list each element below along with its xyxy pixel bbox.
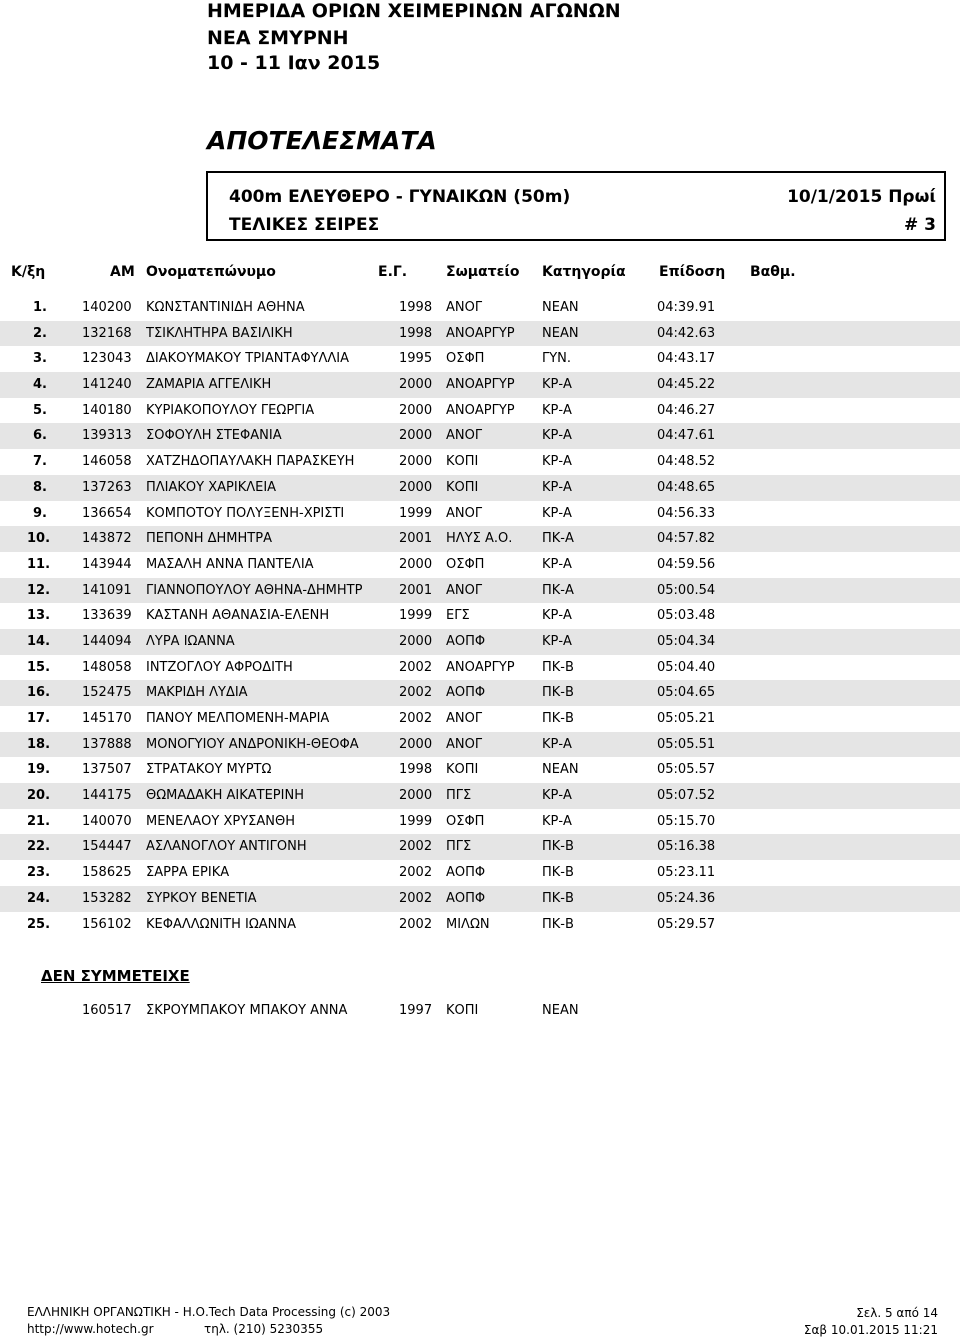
footer-url: http://www.hotech.gr [27,1322,154,1336]
year-cell: 2000 [399,633,433,649]
table-row [0,860,960,886]
name-cell: ΠΕΠΟΝΗ ΔΗΜΗΤΡΑ [146,531,272,547]
time-cell: 04:46.27 [657,402,716,418]
name-cell: ΜΑΣΑΛΗ ΑΝΝΑ ΠΑΝΤΕΛΙΑ [146,556,314,572]
year-cell: 2000 [399,556,433,572]
time-cell: 05:16.38 [657,839,716,855]
table-row [0,552,960,578]
header-time: Επίδοση [659,264,726,280]
dns-title: ΔΕΝ ΣΥΜΜΕΤΕΙΧΕ [41,967,190,985]
am-cell: 148058 [82,659,132,675]
time-cell: 05:07.52 [657,788,716,804]
header-am: ΑΜ [110,264,135,280]
header-name: Ονοματεπώνυμο [146,264,276,280]
year-cell: 2000 [399,377,433,393]
name-cell: ΤΣΙΚΛΗΤΗΡΑ ΒΑΣΙΛΙΚΗ [146,325,293,341]
category-cell: ΚΡ-Α [542,402,572,418]
time-cell: 04:47.61 [657,428,716,444]
time-cell: 05:23.11 [657,865,716,881]
club-cell: ΑΝΟΓ [446,300,483,315]
name-cell: ΣΑΡΡΑ ΕΡΙΚΑ [146,865,230,881]
table-row [0,295,960,321]
name-cell: ΠΑΝΟΥ ΜΕΛΠΟΜΕΝΗ-ΜΑΡΙΑ [146,711,330,726]
time-cell: 04:56.33 [657,505,716,521]
category-cell: ΚΡ-Α [542,556,572,572]
time-cell: 04:48.65 [657,479,716,495]
am-cell: 123043 [82,351,132,367]
time-cell: 05:00.54 [657,582,716,598]
name-cell: ΔΙΑΚΟΥΜΑΚΟΥ ΤΡΙΑΝΤΑΦΥΛΛΙΑ [146,351,350,367]
am-cell: 143944 [82,556,132,572]
table-row [0,680,960,706]
table-row [0,449,960,475]
dns-name: ΣΚΡΟΥΜΠΑΚΟΥ ΜΠΑΚΟΥ ΑΝΝΑ [146,1003,348,1018]
am-cell: 158625 [82,865,132,881]
rank-cell: 20. [27,788,51,804]
footer-timestamp: Σαβ 10.01.2015 11:21 [803,1323,938,1337]
year-cell: 2000 [399,454,433,470]
rank-cell: 16. [27,685,51,701]
year-cell: 2000 [399,479,433,495]
name-cell: ΚΕΦΑΛΛΩΝΙΤΗ ΙΩΑΝΝΑ [146,916,296,932]
category-cell: ΚΡ-Α [542,454,572,470]
rank-cell: 14. [27,633,51,649]
time-cell: 04:39.91 [657,300,716,315]
meet-dates: 10 - 11 Ιαν 2015 [207,52,381,74]
am-cell: 137263 [82,479,132,495]
year-cell: 2002 [399,659,433,675]
rank-cell: 21. [27,813,51,829]
time-cell: 04:43.17 [657,351,716,367]
category-cell: ΚΡ-Α [542,813,572,829]
time-cell: 05:04.34 [657,633,716,649]
club-cell: ΟΣΦΠ [446,556,485,572]
results-table [0,295,960,937]
table-row [0,578,960,604]
year-cell: 2002 [399,839,433,855]
year-cell: 2001 [399,531,433,547]
rank-cell: 6. [33,428,47,444]
table-row [0,834,960,860]
rank-cell: 1. [33,300,47,315]
table-row [0,732,960,758]
table-row [0,398,960,424]
category-cell: ΚΡ-Α [542,505,572,521]
table-row [0,423,960,449]
rank-cell: 19. [27,762,51,778]
am-cell: 156102 [82,916,132,932]
dns-club: ΚΟΠΙ [446,1003,479,1018]
category-cell: ΝΕΑΝ [542,325,579,341]
category-cell: ΚΡ-Α [542,428,572,444]
year-cell: 1999 [399,505,433,521]
name-cell: ΚΩΝΣΤΑΝΤΙΝΙΔΗ ΑΘΗΝΑ [146,300,305,315]
club-cell: ΑΟΠΦ [446,633,486,649]
footer-page: Σελ. 5 από 14 [856,1306,938,1320]
category-cell: ΠΚ-Β [542,685,574,701]
am-cell: 145170 [82,711,132,726]
club-cell: ΑΟΠΦ [446,865,486,881]
rank-cell: 4. [33,377,47,393]
header-category: Κατηγορία [542,264,626,280]
am-cell: 136654 [82,505,132,521]
category-cell: ΠΚ-Β [542,659,574,675]
club-cell: ΟΣΦΠ [446,813,485,829]
am-cell: 144094 [82,633,132,649]
club-cell: ΑΝΟΑΡΓΥΡ [446,377,515,393]
header-points: Βαθμ. [750,264,796,280]
rank-cell: 12. [27,582,51,598]
time-cell: 05:29.57 [657,916,716,932]
rank-cell: 15. [27,659,51,675]
time-cell: 04:48.52 [657,454,716,470]
dns-am: 160517 [82,1003,132,1018]
year-cell: 2000 [399,736,433,752]
am-cell: 140070 [82,813,132,829]
time-cell: 05:05.57 [657,762,716,778]
club-cell: ΑΝΟΑΡΓΥΡ [446,659,515,675]
am-cell: 141240 [82,377,132,393]
am-cell: 133639 [82,608,132,624]
club-cell: ΠΓΣ [446,788,472,804]
rank-cell: 22. [27,839,51,855]
club-cell: ΚΟΠΙ [446,479,479,495]
year-cell: 2002 [399,711,433,726]
name-cell: ΜΕΝΕΛΑΟΥ ΧΡΥΣΑΝΘΗ [146,813,295,829]
club-cell: ΗΛΥΣ Α.Ο. [446,531,513,547]
meet-name: ΗΜΕΡΙΔΑ ΟΡΙΩΝ ΧΕΙΜΕΡΙΝΩΝ ΑΓΩΝΩΝ [207,0,621,22]
year-cell: 1998 [399,300,433,315]
am-cell: 140180 [82,402,132,418]
rank-cell: 5. [33,402,47,418]
footer-org: ΕΛΛΗΝΙΚΗ ΟΡΓΑΝΩΤΙΚΗ - Η.Ο.Tech Data Processing (c) 2003 [27,1305,391,1319]
category-cell: ΠΚ-Β [542,890,574,906]
name-cell: ΣΤΡΑΤΑΚΟΥ ΜΥΡΤΩ [146,762,272,778]
rank-cell: 10. [27,531,51,547]
time-cell: 05:05.21 [657,711,716,726]
category-cell: ΚΡ-Α [542,377,572,393]
name-cell: ΠΛΙΑΚΟΥ ΧΑΡΙΚΛΕΙΑ [146,479,277,495]
time-cell: 05:05.51 [657,736,716,752]
category-cell: ΠΚ-Β [542,711,574,726]
table-row [0,783,960,809]
event-date: 10/1/2015 Πρωί [787,187,936,207]
year-cell: 2000 [399,788,433,804]
club-cell: ΑΟΠΦ [446,685,486,701]
header-rank: Κ/ξη [11,264,46,280]
table-row [0,629,960,655]
am-cell: 140200 [82,300,132,315]
meet-venue: ΝΕΑ ΣΜΥΡΝΗ [207,27,349,49]
year-cell: 2002 [399,865,433,881]
time-cell: 05:04.40 [657,659,716,675]
category-cell: ΚΡ-Α [542,608,572,624]
table-row [0,321,960,347]
rank-cell: 7. [33,454,47,470]
year-cell: 1998 [399,325,433,341]
dns-year: 1997 [399,1003,433,1018]
category-cell: ΓΥΝ. [542,351,572,367]
category-cell: ΝΕΑΝ [542,300,579,315]
club-cell: ΚΟΠΙ [446,762,479,778]
am-cell: 137888 [82,736,132,752]
category-cell: ΠΚ-Β [542,839,574,855]
time-cell: 04:57.82 [657,531,716,547]
results-title: ΑΠΟΤΕΛΕΣΜΑΤΑ [207,126,437,155]
am-cell: 154447 [82,839,132,855]
club-cell: ΚΟΠΙ [446,454,479,470]
category-cell: ΚΡ-Α [542,479,572,495]
am-cell: 141091 [82,582,132,598]
am-cell: 143872 [82,531,132,547]
club-cell: ΑΝΟΓ [446,505,483,521]
table-row [0,475,960,501]
rank-cell: 18. [27,736,51,752]
rank-cell: 3. [33,351,47,367]
time-cell: 05:03.48 [657,608,716,624]
time-cell: 04:45.22 [657,377,716,393]
event-name: 400m ΕΛΕΥΘΕΡΟ - ΓΥΝΑΙΚΩΝ (50m) [229,187,571,207]
name-cell: ΚΥΡΙΑΚΟΠΟΥΛΟΥ ΓΕΩΡΓΙΑ [146,402,315,418]
name-cell: ΑΣΛΑΝΟΓΛΟΥ ΑΝΤΙΓΟΝΗ [146,839,307,855]
table-row [0,372,960,398]
header-year: Ε.Γ. [378,264,408,280]
am-cell: 144175 [82,788,132,804]
name-cell: ΜΟΝΟΓΥΙΟΥ ΑΝΔΡΟΝΙΚΗ-ΘΕΟΦΑ [146,736,359,752]
category-cell: ΚΡ-Α [542,633,572,649]
am-cell: 139313 [82,428,132,444]
table-row [0,706,960,732]
table-row [0,912,960,938]
rank-cell: 11. [27,556,51,572]
club-cell: ΜΙΛΩΝ [446,916,490,932]
time-cell: 05:15.70 [657,813,716,829]
category-cell: ΠΚ-Α [542,582,574,598]
name-cell: ΚΟΜΠΟΤΟΥ ΠΟΛΥΞΕΝΗ-ΧΡΙΣΤΙ [146,505,345,521]
category-cell: ΠΚ-Β [542,865,574,881]
year-cell: 1995 [399,351,433,367]
time-cell: 05:24.36 [657,890,716,906]
dns-category: ΝΕΑΝ [542,1003,579,1018]
rank-cell: 13. [27,608,51,624]
event-box [206,171,946,241]
club-cell: ΑΝΟΑΡΓΥΡ [446,402,515,418]
am-cell: 153282 [82,890,132,906]
table-row [0,809,960,835]
name-cell: ΘΩΜΑΔΑΚΗ ΑΙΚΑΤΕΡΙΝΗ [146,788,304,804]
year-cell: 2001 [399,582,433,598]
time-cell: 04:42.63 [657,325,716,341]
header-club: Σωματείο [446,264,520,280]
rank-cell: 23. [27,865,51,881]
rank-cell: 9. [33,505,47,521]
event-heat: # 3 [904,215,936,235]
name-cell: ΓΙΑΝΝΟΠΟΥΛΟΥ ΑΘΗΝΑ-ΔΗΜΗΤΡ [146,582,363,598]
name-cell: ΙΝΤΖΟΓΛΟΥ ΑΦΡΟΔΙΤΗ [146,659,293,675]
year-cell: 2000 [399,428,433,444]
am-cell: 152475 [82,685,132,701]
year-cell: 2002 [399,916,433,932]
table-row [0,501,960,527]
table-row [0,655,960,681]
category-cell: ΝΕΑΝ [542,762,579,778]
rank-cell: 2. [33,325,47,341]
club-cell: ΑΝΟΓ [446,711,483,726]
club-cell: ΑΝΟΓ [446,582,483,598]
rank-cell: 24. [27,890,51,906]
am-cell: 146058 [82,454,132,470]
club-cell: ΟΣΦΠ [446,351,485,367]
table-row [0,526,960,552]
club-cell: ΑΝΟΓ [446,428,483,444]
table-row [0,346,960,372]
rank-cell: 25. [27,916,51,932]
event-round: ΤΕΛΙΚΕΣ ΣΕΙΡΕΣ [229,215,380,235]
am-cell: 137507 [82,762,132,778]
category-cell: ΠΚ-Β [542,916,574,932]
name-cell: ΣΥΡΚΟΥ ΒΕΝΕΤΙΑ [146,890,257,906]
dns-row [0,998,960,1023]
category-cell: ΚΡ-Α [542,788,572,804]
club-cell: ΑΝΟΓ [446,736,483,752]
name-cell: ΖΑΜΑΡΙΑ ΑΓΓΕΛΙΚΗ [146,377,272,393]
rank-cell: 8. [33,479,47,495]
year-cell: 1999 [399,608,433,624]
name-cell: ΜΑΚΡΙΔΗ ΛΥΔΙΑ [146,685,248,701]
year-cell: 2002 [399,890,433,906]
club-cell: ΑΟΠΦ [446,890,486,906]
time-cell: 04:59.56 [657,556,716,572]
year-cell: 1999 [399,813,433,829]
name-cell: ΧΑΤΖΗΔΟΠΑΥΛΑΚΗ ΠΑΡΑΣΚΕΥΗ [146,454,355,470]
name-cell: ΚΑΣΤΑΝΗ ΑΘΑΝΑΣΙΑ-ΕΛΕΝΗ [146,608,330,624]
club-cell: ΠΓΣ [446,839,472,855]
category-cell: ΠΚ-Α [542,531,574,547]
year-cell: 2002 [399,685,433,701]
table-row [0,886,960,912]
year-cell: 1998 [399,762,433,778]
time-cell: 05:04.65 [657,685,716,701]
year-cell: 2000 [399,402,433,418]
club-cell: ΕΓΣ [446,608,470,624]
table-row [0,603,960,629]
am-cell: 132168 [82,325,132,341]
name-cell: ΣΟΦΟΥΛΗ ΣΤΕΦΑΝΙΑ [146,428,282,444]
name-cell: ΛΥΡΑ ΙΩΑΝΝΑ [146,633,235,649]
table-row [0,757,960,783]
category-cell: ΚΡ-Α [542,736,572,752]
club-cell: ΑΝΟΑΡΓΥΡ [446,325,515,341]
rank-cell: 17. [27,711,51,726]
footer-phone: τηλ. (210) 5230355 [204,1322,324,1336]
